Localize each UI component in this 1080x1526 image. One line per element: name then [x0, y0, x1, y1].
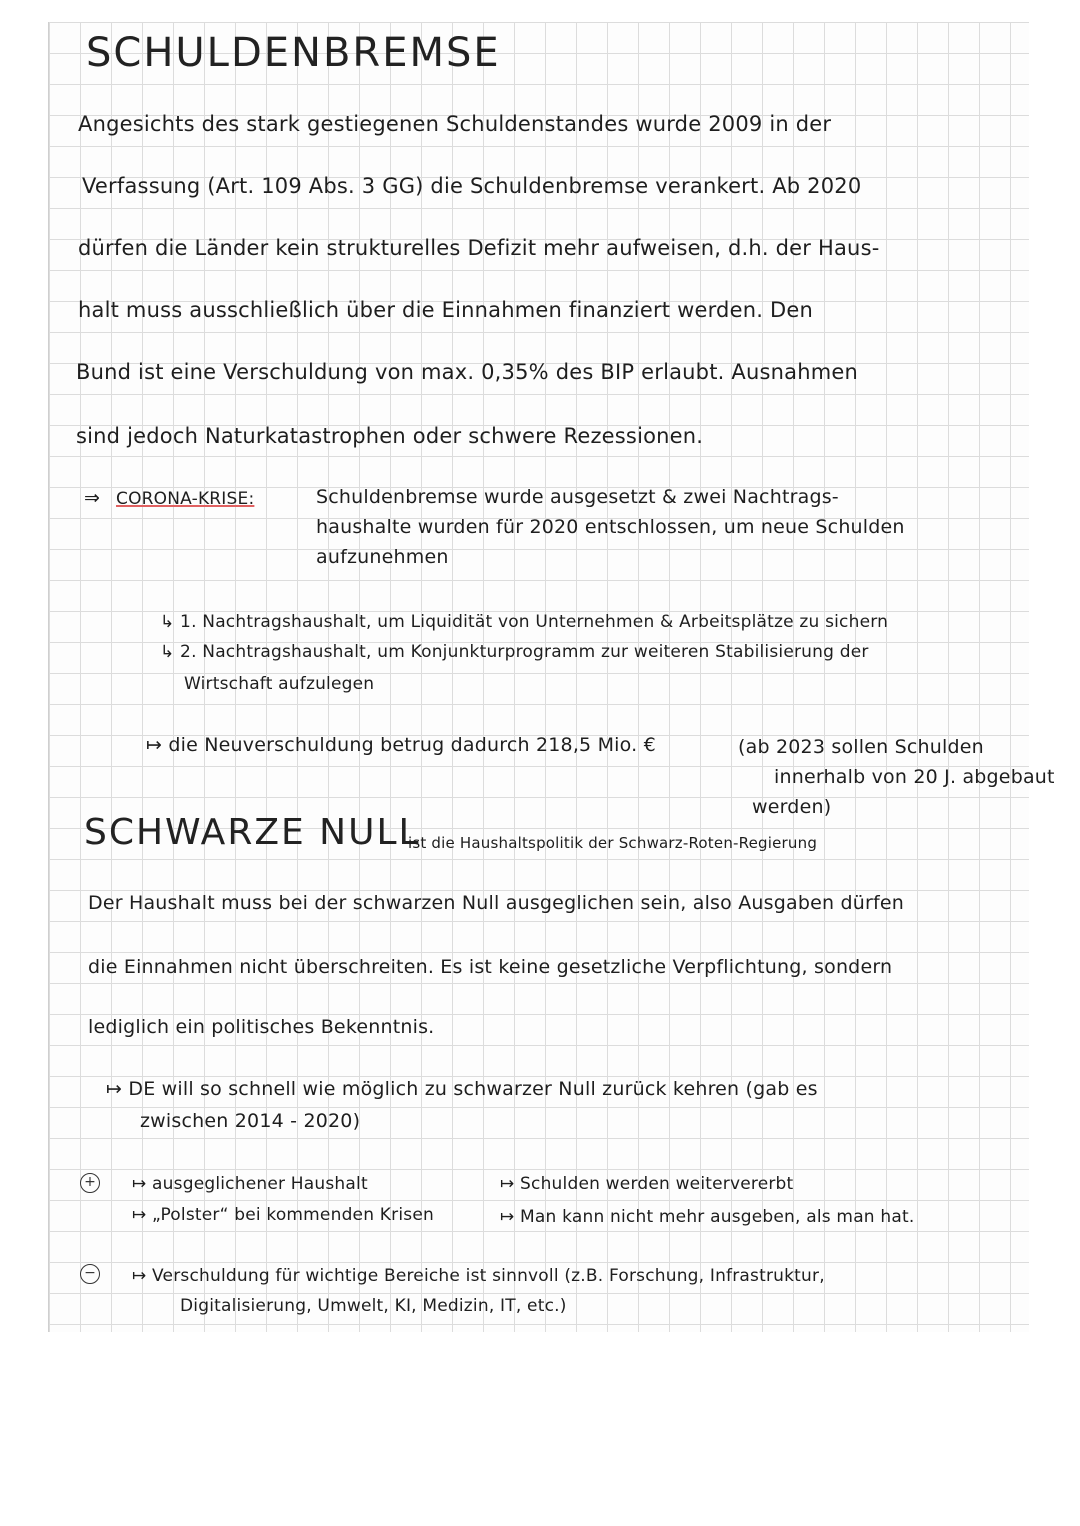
neuverschuldung-note: innerhalb von 20 J. abgebaut — [774, 766, 1055, 788]
paragraph-line: die Einnahmen nicht überschreiten. Es ist keine gesetzliche Verpflichtung, sondern — [88, 956, 893, 978]
minus-icon: − — [80, 1264, 100, 1284]
title-suffix: ist die Haushaltspolitik der Schwarz-Roten-Regierung — [408, 834, 818, 852]
corona-line: aufzunehmen — [316, 546, 449, 568]
paragraph-line: halt muss ausschließlich über die Einnahmen finanziert werden. Den — [78, 298, 813, 322]
pro-item: ↦ ausgeglichener Haushalt — [132, 1174, 368, 1194]
paragraph-line: dürfen die Länder kein strukturelles Defizit mehr aufweisen, d.h. der Haus- — [78, 236, 880, 260]
con-item: ↦ Schulden werden weitervererbt — [500, 1174, 794, 1194]
neuverschuldung-line: ↦ die Neuverschuldung betrug dadurch 218,5 Mio. € — [146, 734, 656, 756]
paragraph-line: Bund ist eine Verschuldung von max. 0,35% des BIP erlaubt. Ausnahmen — [76, 360, 858, 384]
paragraph-line: Angesichts des stark gestiegenen Schuldenstandes wurde 2009 in der — [78, 112, 832, 136]
neuverschuldung-note: (ab 2023 sollen Schulden — [738, 736, 984, 758]
nachtrag-item: Wirtschaft aufzulegen — [184, 674, 375, 694]
paragraph-line: Verfassung (Art. 109 Abs. 3 GG) die Schuldenbremse verankert. Ab 2020 — [82, 174, 862, 198]
paragraph-line: lediglich ein politisches Bekenntnis. — [88, 1016, 435, 1038]
corona-line: haushalte wurden für 2020 entschlossen, um neue Schulden — [316, 516, 905, 538]
con-item: ↦ Man kann nicht mehr ausgeben, als man hat. — [500, 1207, 915, 1227]
de-line: ↦ DE will so schnell wie möglich zu schwarzer Null zurück kehren (gab es — [106, 1078, 818, 1100]
de-line: zwischen 2014 - 2020) — [140, 1110, 361, 1132]
corona-line: Schuldenbremse wurde ausgesetzt & zwei Nachtrags- — [316, 486, 839, 508]
plus-icon: + — [80, 1173, 100, 1193]
title-schuldenbremse: SCHULDENBREMSE — [86, 30, 501, 76]
paragraph-line: Der Haushalt muss bei der schwarzen Null ausgeglichen sein, also Ausgaben dürfen — [88, 892, 905, 914]
neuverschuldung-note: werden) — [752, 796, 832, 818]
pro-item: ↦ „Polster“ bei kommenden Krisen — [132, 1205, 434, 1225]
arrow-icon: ⇒ — [84, 487, 101, 509]
paragraph-line: sind jedoch Naturkatastrophen oder schwere Rezessionen. — [76, 424, 704, 448]
corona-label: CORONA-KRISE: — [116, 489, 255, 509]
title-schwarze-null: SCHWARZE NULL — [84, 812, 421, 853]
minus-item: Digitalisierung, Umwelt, KI, Medizin, IT, etc.) — [180, 1296, 567, 1316]
minus-item: ↦ Verschuldung für wichtige Bereiche ist sinnvoll (z.B. Forschung, Infrastruktur, — [132, 1266, 825, 1286]
nachtrag-item: ↳ 1. Nachtragshaushalt, um Liquidität von Unternehmen & Arbeitsplätze zu sichern — [160, 612, 889, 632]
nachtrag-item: ↳ 2. Nachtragshaushalt, um Konjunkturprogramm zur weiteren Stabilisierung der — [160, 642, 869, 662]
